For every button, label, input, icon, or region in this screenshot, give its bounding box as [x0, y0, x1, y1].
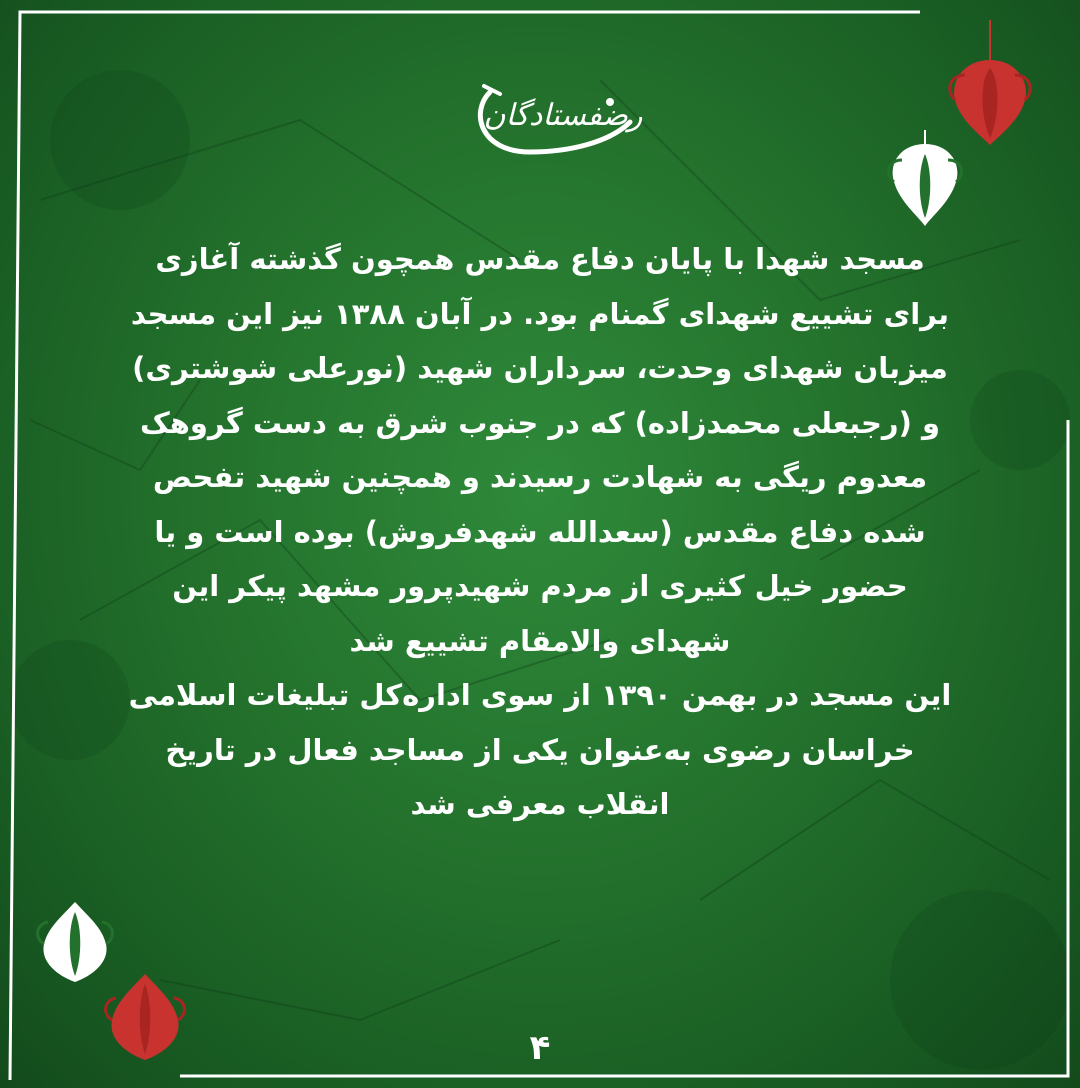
page-number: ۴	[529, 1028, 551, 1068]
white-tulip-lantern-icon	[880, 130, 970, 230]
paragraph-1: مسجد شهدا با پایان دفاع مقدس همچون گذشته آغازی برای تشییع شهدای گمنام بود. در آبان ۱۳۸۸ نیز این مسجد میزبان شهدای وحدت، سرداران شهید (نورعلی شوشتری) و (رجبعلی محمدزاده) که در جنوب شرق به دست گروهک معدوم ریگی به شهادت رسیدند و همچنین شهید تفحص شده دفاع مقدس (سعدالله شهدفروش) بوده است و یا حضور خیل کثیری از مردم شهیدپرور مشهد پیکر این شهدای والامقام تشییع شد	[130, 242, 950, 658]
logo-text: رضفستادگان	[483, 98, 643, 133]
paragraph-2: این مسجد در بهمن ۱۳۹۰ از سوی اداره‌کل تبلیغات اسلامی خراسان رضوی به‌عنوان یکی از مساجد فعال در تاریخ انقلاب معرفی شد	[128, 678, 952, 821]
red-tulip-icon	[100, 970, 190, 1065]
body-text	[120, 232, 960, 832]
